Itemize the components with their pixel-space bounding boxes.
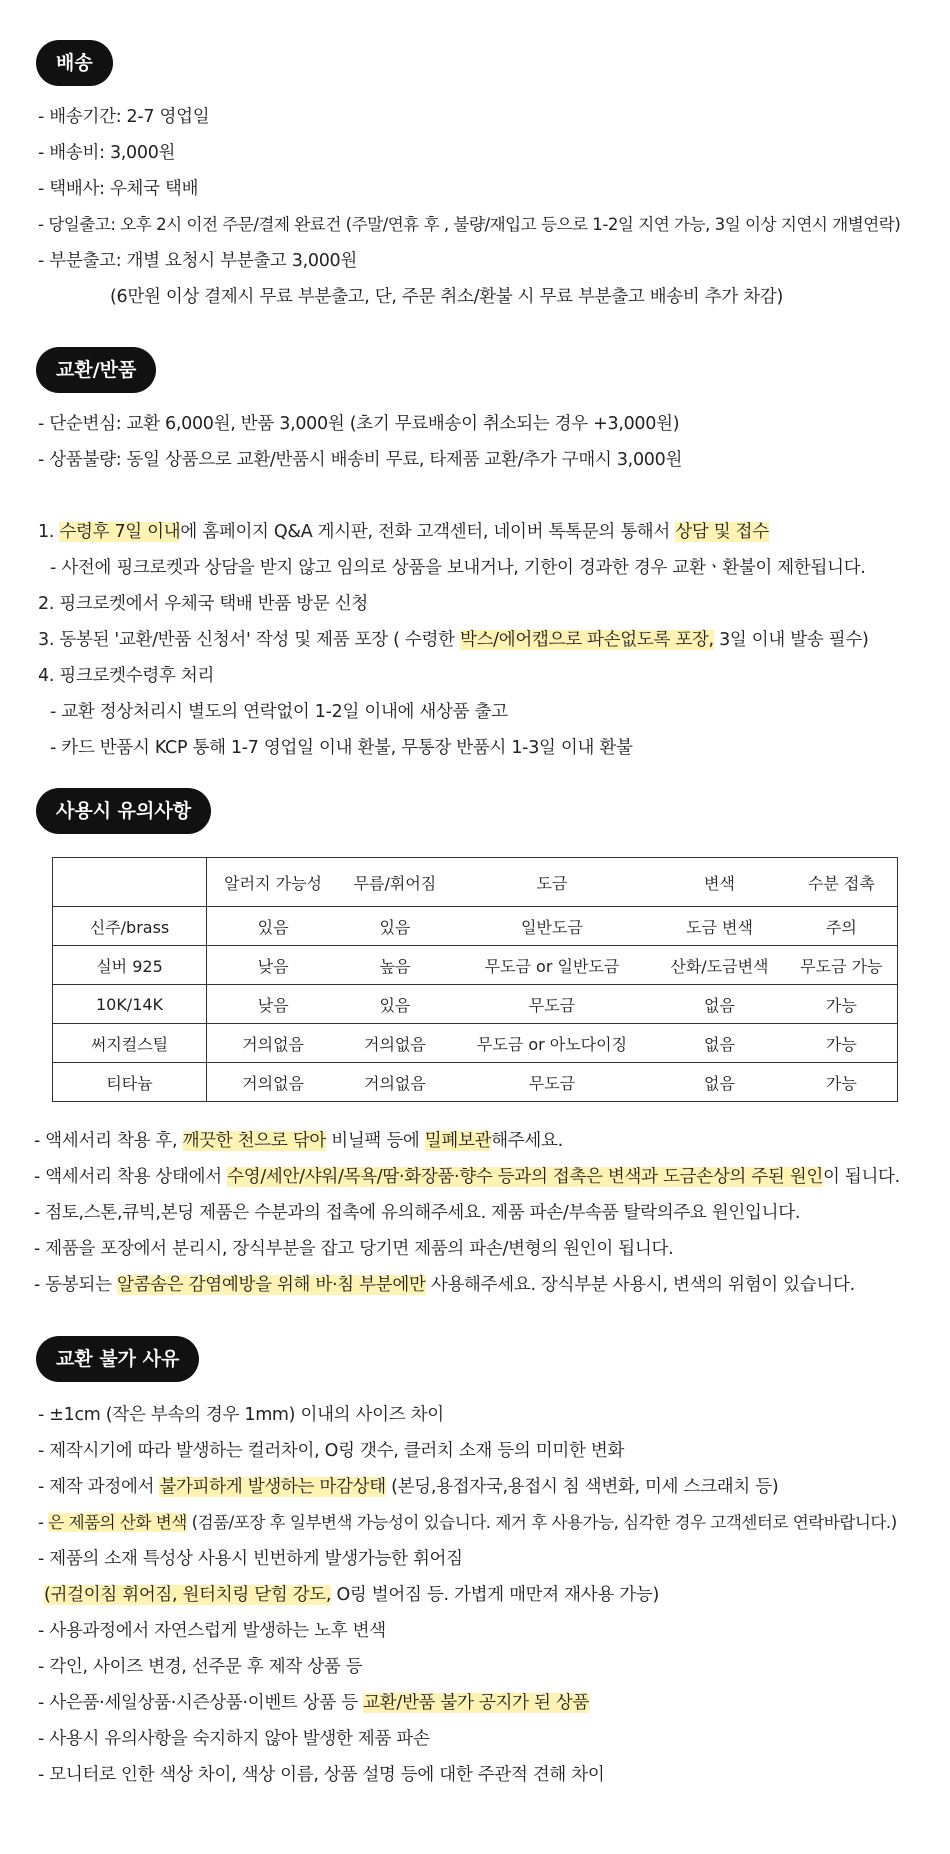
- shipping-line: - 부분출고: 개별 요청시 부분출고 3,000원: [38, 251, 357, 271]
- table-cell: 신주/brass: [53, 907, 207, 946]
- table-cell: 일반도금: [451, 907, 654, 946]
- shipping-line: - 배송기간: 2-7 영업일: [38, 107, 210, 127]
- no-exchange-line: [38, 1474, 778, 1500]
- exchange-step-3: [38, 627, 868, 653]
- table-header: 무름/휘어짐: [339, 858, 451, 907]
- shipping-badge: 배송: [36, 40, 113, 86]
- text: O링 벌어짐 등. 가볍게 매만져 재사용 가능): [331, 1585, 659, 1605]
- no-exchange-line: - 사용과정에서 자연스럽게 발생하는 노후 변색: [38, 1621, 386, 1641]
- no-exchange-line: - 모니터로 인한 색상 차이, 색상 이름, 상품 설명 등에 대한 주관적 견해 차이: [38, 1765, 605, 1785]
- table-cell: 거의없음: [207, 1063, 340, 1102]
- table-cell: 무도금 or 일반도금: [451, 946, 654, 985]
- text: 해주세요.: [491, 1131, 563, 1151]
- table-row: [53, 946, 898, 985]
- table-cell: 10K/14K: [53, 985, 207, 1024]
- table-cell: 도금 변색: [653, 907, 785, 946]
- highlight: 깨끗한 천으로 닦아: [182, 1131, 326, 1151]
- exchange-step-1: [38, 519, 769, 545]
- exchange-line: - 단순변심: 교환 6,000원, 반품 3,000원 (초기 무료배송이 취소되는 경우 +3,000원): [38, 414, 680, 434]
- text: 3일 이내 발송 필수): [713, 630, 869, 650]
- shipping-line: - 당일출고: 오후 2시 이전 주문/결제 완료건 (주말/연휴 후 , 불량/재입고 등으로 1-2일 지연 가능, 3일 이상 지연시 개별연락): [38, 215, 901, 234]
- exchange-step-2: 2. 핑크로켓에서 우체국 택배 반품 방문 신청: [38, 594, 368, 614]
- text: - 동봉되는: [34, 1275, 117, 1295]
- text: 3. 동봉된 '교환/반품 신청서' 작성 및 제품 포장 ( 수령한: [38, 630, 460, 650]
- no-exchange-line: [38, 1510, 897, 1536]
- table-cell: 있음: [207, 907, 340, 946]
- caution-badge: 사용시 유의사항: [36, 788, 211, 834]
- table-cell: 가능: [786, 985, 898, 1024]
- highlight: 은 제품의 산화 변색: [48, 1513, 187, 1532]
- table-cell: 없음: [653, 985, 785, 1024]
- text: (본딩,용접자국,용접시 침 색변화, 미세 스크래치 등): [385, 1477, 779, 1497]
- caution-note: [34, 1128, 563, 1154]
- no-exchange-line: [44, 1582, 659, 1608]
- table-cell: 무도금 가능: [786, 946, 898, 985]
- caution-note: [34, 1272, 855, 1298]
- highlight: 교환/반품 불가 공지가 된 상품: [363, 1693, 590, 1713]
- table-cell: 있음: [339, 907, 451, 946]
- table-header: 도금: [451, 858, 654, 907]
- caution-note: [34, 1164, 900, 1190]
- table-cell: 무도금 or 아노다이징: [451, 1024, 654, 1063]
- text: - 액세서리 착용 후,: [34, 1131, 183, 1151]
- text: 사용해주세요. 장식부분 사용시, 변색의 위험이 있습니다.: [425, 1275, 855, 1295]
- shipping-line: - 배송비: 3,000원: [38, 143, 176, 163]
- text: 에 홈페이지 Q&A 게시판, 전화 고객센터, 네이버 톡톡문의 통해서: [180, 522, 676, 542]
- exchange-step-4-note: - 카드 반품시 KCP 통해 1-7 영업일 이내 환불, 무통장 반품시 1-3일 이내 환불: [50, 738, 633, 758]
- no-exchange-line: - 각인, 사이즈 변경, 선주문 후 제작 상품 등: [38, 1657, 363, 1677]
- highlight: 알콤솜은 감염예방을 위해 바·침 부분에만: [116, 1275, 426, 1295]
- exchange-line: - 상품불량: 동일 상품으로 교환/반품시 배송비 무료, 타제품 교환/추가 구매시 3,000원: [38, 450, 683, 470]
- table-row: [53, 1024, 898, 1063]
- highlight: 수영/세안/샤워/목욕/땀·화장품·향수 등과의 접촉은 변색과 도금손상의 주된 원인: [227, 1167, 823, 1187]
- highlight: 상담 및 접수: [675, 522, 769, 542]
- table-header-row: [53, 858, 898, 907]
- table-cell: 티타늄: [53, 1063, 207, 1102]
- no-exchange-line: - 사용시 유의사항을 숙지하지 않아 발생한 제품 파손: [38, 1729, 430, 1749]
- table-cell: 실버 925: [53, 946, 207, 985]
- table-row: [53, 1063, 898, 1102]
- text: 이 됩니다.: [822, 1167, 900, 1187]
- table-header: 알러지 가능성: [207, 858, 340, 907]
- text: - 제작 과정에서: [38, 1477, 160, 1497]
- text: - 액세서리 착용 상태에서: [34, 1167, 228, 1187]
- shipping-line: - 택배사: 우체국 택배: [38, 179, 199, 199]
- no-exchange-line: - 제품의 소재 특성상 사용시 빈번하게 발생가능한 휘어짐: [38, 1549, 463, 1569]
- table-header: 변색: [653, 858, 785, 907]
- text: (검품/포장 후 일부변색 가능성이 있습니다. 제거 후 사용가능, 심각한 경우 고객센터로 연락바랍니다.): [186, 1513, 897, 1532]
- text: -: [38, 1513, 49, 1532]
- caution-note: - 점토,스톤,큐빅,본딩 제품은 수분과의 접촉에 유의해주세요. 제품 파손/부속품 탈락의주요 원인입니다.: [34, 1203, 801, 1223]
- no-exchange-badge: 교환 불가 사유: [36, 1336, 199, 1382]
- highlight: 불가피하게 발생하는 마감상태: [159, 1477, 386, 1497]
- table-cell: 낮음: [207, 946, 340, 985]
- caution-note: - 제품을 포장에서 분리시, 장식부분을 잡고 당기면 제품의 파손/변형의 원인이 됩니다.: [34, 1239, 674, 1259]
- text: 1.: [38, 522, 60, 542]
- table-cell: 낮음: [207, 985, 340, 1024]
- text: - 사은품·세일상품·시즌상품·이벤트 상품 등: [38, 1693, 364, 1713]
- no-exchange-line: - 제작시기에 따라 발생하는 컬러차이, O링 갯수, 클러치 소재 등의 미미한 변화: [38, 1441, 625, 1461]
- no-exchange-line: - ±1cm (작은 부속의 경우 1mm) 이내의 사이즈 차이: [38, 1405, 444, 1425]
- highlight: 수령후 7일 이내: [59, 522, 181, 542]
- table-cell: 가능: [786, 1063, 898, 1102]
- exchange-step-4: 4. 핑크로켓수령후 처리: [38, 666, 215, 686]
- material-care-table: [52, 857, 898, 1102]
- table-cell: 거의없음: [207, 1024, 340, 1063]
- table-header: [53, 858, 207, 907]
- table-header: 수분 접촉: [786, 858, 898, 907]
- table-cell: 무도금: [451, 985, 654, 1024]
- shipping-line: (6만원 이상 결제시 무료 부분출고, 단, 주문 취소/환불 시 무료 부분출고 배송비 추가 차감): [110, 287, 783, 307]
- table-cell: 높음: [339, 946, 451, 985]
- table-cell: 주의: [786, 907, 898, 946]
- table-row: [53, 985, 898, 1024]
- table-cell: 가능: [786, 1024, 898, 1063]
- text: 비닐팩 등에: [325, 1131, 425, 1151]
- table-cell: 산화/도금변색: [653, 946, 785, 985]
- table-cell: 거의없음: [339, 1063, 451, 1102]
- table-cell: 무도금: [451, 1063, 654, 1102]
- highlight: 박스/에어캡으로 파손없도록 포장,: [459, 630, 714, 650]
- exchange-badge: 교환/반품: [36, 347, 156, 393]
- table-cell: 없음: [653, 1024, 785, 1063]
- table-cell: 써지컬스틸: [53, 1024, 207, 1063]
- table-cell: 거의없음: [339, 1024, 451, 1063]
- exchange-step-1-note: - 사전에 핑크로켓과 상담을 받지 않고 임의로 상품을 보내거나, 기한이 경과한 경우 교환ㆍ환불이 제한됩니다.: [50, 558, 866, 578]
- exchange-step-4-note: - 교환 정상처리시 별도의 연락없이 1-2일 이내에 새상품 출고: [50, 702, 508, 722]
- table-row: [53, 907, 898, 946]
- table-cell: 없음: [653, 1063, 785, 1102]
- table-cell: 있음: [339, 985, 451, 1024]
- highlight: (귀걸이침 휘어짐, 원터치링 닫힘 강도,: [44, 1585, 332, 1605]
- highlight: 밀폐보관: [424, 1131, 492, 1151]
- no-exchange-line: [38, 1690, 589, 1716]
